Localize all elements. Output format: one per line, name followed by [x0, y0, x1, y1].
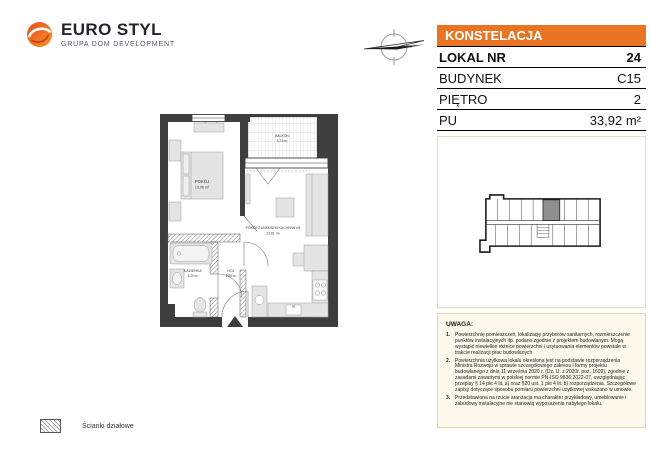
- armchair: [293, 253, 305, 266]
- eurostyl-logo-icon: [26, 21, 53, 48]
- north-arrow-icon: [360, 13, 428, 81]
- room-name: HOL: [227, 269, 235, 273]
- bed: [181, 152, 223, 199]
- apartment-floor-plan: [160, 114, 338, 327]
- row-value: 2: [633, 91, 641, 107]
- project-name-header: KONSTELACJA: [437, 25, 646, 47]
- room-name: POKÓJ: [194, 179, 210, 184]
- table-row-budynek: [437, 68, 646, 89]
- partition-wall-hatch-icon: [40, 419, 61, 433]
- brand-text: [61, 21, 175, 48]
- fridge-cabinet: [304, 245, 328, 271]
- room-area: 2,85 m²: [225, 274, 237, 278]
- room-area: 13,81 m²: [266, 231, 280, 236]
- room-name: BALKON: [275, 134, 289, 138]
- legend: [40, 419, 134, 433]
- highlighted-unit: [542, 199, 559, 220]
- kitchen-sink: [286, 305, 301, 315]
- row-label: BUDYNEK: [439, 70, 502, 86]
- room-name: POKÓJ Z ANEKSEM KUCHENNYM: [245, 226, 301, 230]
- notes-box: [437, 313, 646, 428]
- legend-label: Ścianki działowe: [82, 422, 134, 430]
- brand-name: EURO STYL: [61, 20, 162, 39]
- table-row-lokal: [437, 47, 646, 68]
- brand-logo: [26, 21, 175, 48]
- row-label: PIĘTRO: [439, 91, 488, 107]
- table: [276, 198, 294, 217]
- tv-shelf: [246, 174, 250, 204]
- note-item-2: 2. Powierzchnia użytkowa lokalu określona jest na podstawie rozporządzenia Ministra Rozwoju w sprawie szczegółowego zakresu i formy projektu budowlanego z dnia 11 września 2020 r. (Dz. U. z 2020r. poz. 1609), zgodnie z zasadami zawartymi w polskiej normie PN-ISO 9836:2022-07, uwzględniając przepisy § 14 pkt 4 lit. a) oraz §20 ust. 1 pkt 4 lit. b) rozporządzenia. Szczegółowe zapisy dotyczące sposobu pomiaru powierzchni użytkowej wskazano w umowie.: [446, 357, 636, 394]
- room-name: ŁAZIENKA: [184, 269, 202, 273]
- bedroom-window: [192, 115, 225, 122]
- table-row-pietro: [437, 89, 646, 110]
- washbasin: [170, 269, 184, 288]
- row-label: LOKAL NR: [439, 49, 506, 65]
- brand-tagline: GRUPA DOM DEVELOPMENT: [61, 41, 175, 48]
- row-label: PU: [439, 112, 458, 128]
- row-value: 24: [626, 49, 641, 65]
- note-item-1: 1. Powierzchnię pomieszczeń, lokalizację przyborów sanitarnych, rozmieszczenie punktów instalacyjnych itp. podano zgodnie z projektem budowlanym. Mogą wystąpić niewielkie różnice powierzchni i usytuowania elementów powstałe w trakcie realizacji prac budowlanych: [446, 332, 630, 356]
- nightstand: [169, 140, 181, 161]
- building-key-plan: [478, 189, 606, 256]
- apartment-info-table: [437, 25, 646, 131]
- balcony-deck: [248, 117, 317, 159]
- row-value: 33,92 m²: [589, 112, 641, 128]
- row-value: C15: [617, 70, 641, 86]
- room-area: 4,20 m²: [187, 274, 199, 278]
- room-area: 3,74 m²: [276, 139, 288, 143]
- room-area: 13,06 m²: [194, 185, 210, 190]
- bathtub: [170, 243, 212, 264]
- nightstand: [169, 202, 181, 221]
- dresser: [194, 123, 224, 132]
- washing-machine: [252, 286, 267, 317]
- sofa: [306, 174, 328, 236]
- toilet: [193, 298, 207, 318]
- stove: [313, 280, 327, 300]
- building-key-plan-box: [437, 136, 646, 308]
- balcony-door-window: [245, 158, 328, 168]
- notes-title: UWAGA:: [446, 321, 474, 328]
- note-item-3: 3. Przedstawiona na rzucie aranżacja ma charakter przykładowy, umeblowanie i zabudowy instalacyjne nie stanowią wyposażenia nabytego lokalu.: [446, 394, 627, 407]
- table-row-pu: [437, 110, 646, 131]
